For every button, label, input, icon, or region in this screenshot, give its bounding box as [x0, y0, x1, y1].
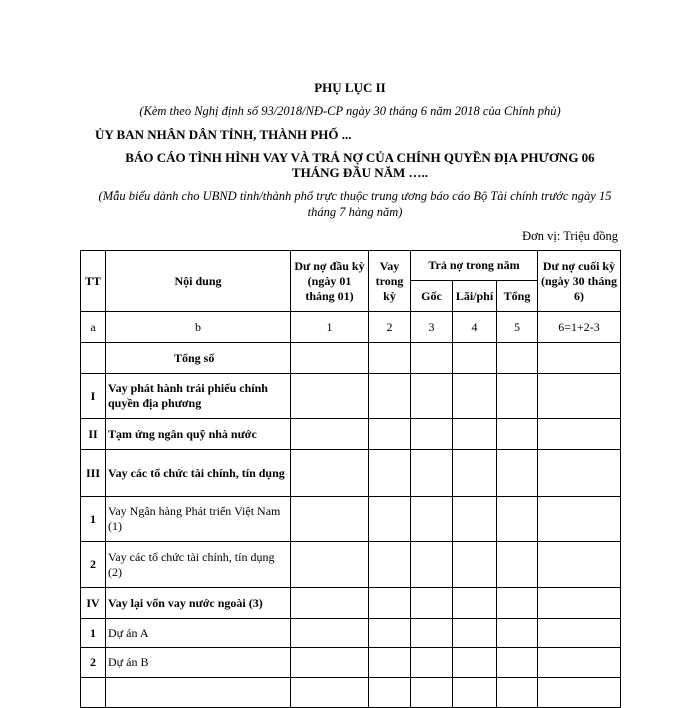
- table-row: [81, 542, 621, 588]
- header-total: Tổng: [497, 281, 538, 312]
- committee-name: ỦY BAN NHÂN DÂN TỈNH, THÀNH PHỐ ...: [95, 127, 352, 142]
- table-row: [81, 619, 621, 648]
- unit-label: Đơn vị: Triệu đồng: [522, 229, 618, 243]
- debt-report-table: [80, 250, 621, 708]
- row-content: Vay các tổ chức tài chính, tín dụng (2): [106, 542, 291, 588]
- row-content: [106, 678, 291, 708]
- code-cell: 1: [291, 312, 369, 343]
- table-row: [81, 497, 621, 542]
- code-cell: 6=1+2-3: [538, 312, 621, 343]
- table-row: [81, 648, 621, 678]
- header-opening-balance: Dư nợ đầu kỳ (ngày 01 tháng 01): [291, 251, 369, 312]
- table-row: [81, 343, 621, 374]
- row-tt: 2: [81, 648, 106, 678]
- table-row: [81, 588, 621, 619]
- row-content: Vay các tổ chức tài chính, tín dụng: [106, 450, 291, 497]
- code-cell: b: [106, 312, 291, 343]
- row-tt: 1: [81, 619, 106, 648]
- template-note: (Mẫu biểu dành cho UBND tỉnh/thành phố trực thuộc trung ương báo cáo Bộ Tài chính trước ngày 15 tháng 7 hàng năm): [98, 189, 612, 219]
- table-row: [81, 450, 621, 497]
- row-content: Vay phát hành trái phiếu chính quyền địa phương: [106, 374, 291, 419]
- row-tt: IV: [81, 588, 106, 619]
- header-principal: Gốc: [411, 281, 453, 312]
- header-closing-balance: Dư nợ cuối kỳ (ngày 30 tháng 6): [538, 251, 621, 312]
- header-borrowing: Vay trong kỳ: [369, 251, 411, 312]
- code-cell: a: [81, 312, 106, 343]
- code-cell: 5: [497, 312, 538, 343]
- row-tt: [81, 678, 106, 708]
- row-tt: 2: [81, 542, 106, 588]
- code-cell: 4: [453, 312, 497, 343]
- table-row: [81, 678, 621, 708]
- row-content: Vay Ngân hàng Phát triển Việt Nam (1): [106, 497, 291, 542]
- row-content: Dự án B: [106, 648, 291, 678]
- report-title: BÁO CÁO TÌNH HÌNH VAY VÀ TRẢ NỢ CỦA CHÍNH QUYỀN ĐỊA PHƯƠNG 06 THÁNG ĐẦU NĂM …..: [125, 150, 595, 180]
- header-row: [81, 251, 621, 281]
- row-tt: 1: [81, 497, 106, 542]
- row-tt: II: [81, 419, 106, 450]
- code-cell: 2: [369, 312, 411, 343]
- header-tt: TT: [81, 251, 106, 312]
- table-row: [81, 419, 621, 450]
- header-content: Nội dung: [106, 251, 291, 312]
- row-content: Tạm ứng ngân quỹ nhà nước: [106, 419, 291, 450]
- row-tt: I: [81, 374, 106, 419]
- header-repayment: Trả nợ trong năm: [411, 251, 538, 281]
- row-tt: [81, 343, 106, 374]
- row-content: Tổng số: [106, 343, 291, 374]
- table-row: [81, 374, 621, 419]
- appendix-title: PHỤ LỤC II: [314, 80, 386, 95]
- row-content: Dự án A: [106, 619, 291, 648]
- row-tt: III: [81, 450, 106, 497]
- code-row: [81, 312, 621, 343]
- header-interest: Lãi/phí: [453, 281, 497, 312]
- code-cell: 3: [411, 312, 453, 343]
- row-content: Vay lại vốn vay nước ngoài (3): [106, 588, 291, 619]
- decree-note: (Kèm theo Nghị định số 93/2018/NĐ-CP ngày 30 tháng 6 năm 2018 của Chính phủ): [139, 104, 561, 118]
